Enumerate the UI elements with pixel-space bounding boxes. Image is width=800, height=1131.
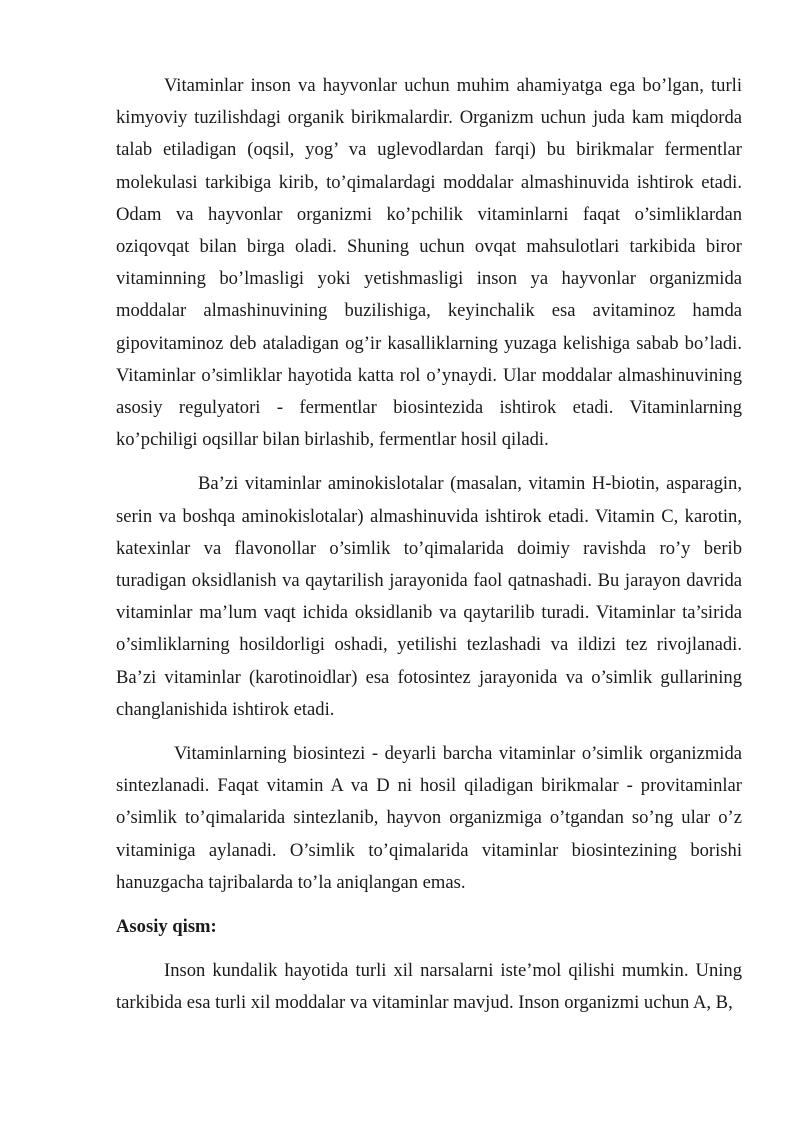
paragraph-main-part: Inson kundalik hayotida turli xil narsalarni iste’mol qilishi mumkin. Uning tarkibida esa turli xil moddalar va vitaminlar mavjud. Inson organizmi uchun A, B, [116,960,742,1014]
paragraph-amino-acids: Ba’zi vitaminlar aminokislotalar (masalan, vitamin H-biotin, asparagin, serin va boshqa aminokislotalar) almashinuvida ishtirok etadi. Vitamin C, karotin, katexinlar va flavonollar o’simlik to’qimalarida doimiy ravishda ro’y berib turadigan oksidlanish va qaytarilish jarayonida faol qatnashadi. Bu jarayon davrida vitaminlar ma’lum vaqt ichida oksidlanib va qaytarilib turadi. Vitaminlar ta’sirida o’simliklarning hosildorligi oshadi, yetilishi tezlashadi va ildizi tez rivojlanadi. Ba’zi vitaminlar (karotinoidlar) esa fotosintez jarayonida va o’simlik gullarining changlanishida ishtirok etadi. [116,473,742,720]
section-heading: Asosiy qism: [116,916,217,938]
paragraph-biosynthesis: Vitaminlarning biosintezi - deyarli barcha vitaminlar o’simlik organizmida sintezlanadi. Faqat vitamin A va D ni hosil qiladigan birikmalar - provitaminlar o’simlik to’qimalarida sintezlanib, hayvon organizmiga o’tgandan so’ng ular o’z vitaminiga aylanadi. O’simlik to’qimalarida vitaminlar biosintezining borishi hanuzgacha tajribalarda to’la aniqlangan emas. [116,743,742,893]
paragraph-intro: Vitaminlar inson va hayvonlar uchun muhim ahamiyatga ega bo’lgan, turli kimyoviy tuzilishdagi organik birikmalardir. Organizm uchun juda kam miqdorda talab etiladigan (oqsil, yog’ va uglevodlardan farqi) bu birikmalar fermentlar molekulasi tarkibiga kirib, to’qimalardagi moddalar almashinuvida ishtirok etadi. Odam va hayvonlar organizmi ko’pchilik vitaminlarni faqat o’simliklardan oziqovqat bilan birga oladi. Shuning uchun ovqat mahsulotlari tarkibida biror vitaminning bo’lmasligi yoki yetishmasligi inson ya hayvonlar organizmida moddalar almashinuvining buzilishiga, keyinchalik esa avitaminoz hamda gipovitaminoz deb ataladigan og’ir kasalliklarning yuzaga kelishiga sabab bo’ladi. Vitaminlar o’simliklar hayotida katta rol o’ynaydi. Ular moddalar almashinuvining asosiy regulyatori - fermentlar biosintezida ishtirok etadi. Vitaminlarning ko’pchiligi oqsillar bilan birlashib, fermentlar hosil qiladi. [116,75,742,451]
